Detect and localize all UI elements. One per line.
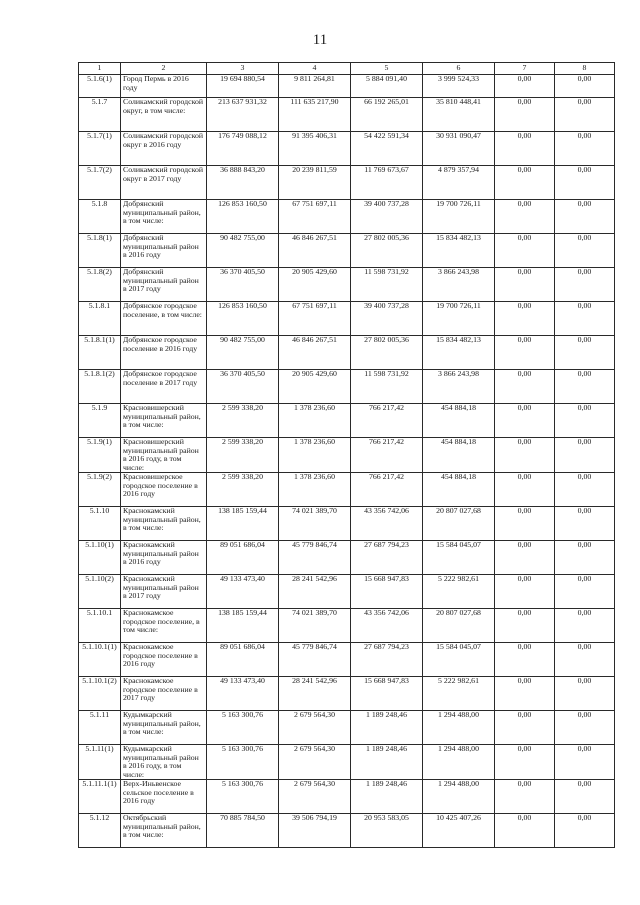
row-code: 5.1.10(1) [79, 541, 121, 575]
column-header: 8 [555, 63, 615, 75]
table-row [79, 75, 615, 98]
local-amount: 19 700 726,11 [423, 302, 495, 336]
row-name: Красновишерское городское поселение в 2016 году [121, 473, 207, 507]
table-row [79, 132, 615, 166]
total-amount: 49 133 473,40 [207, 575, 279, 609]
column-7-value: 0,00 [495, 200, 555, 234]
column-8-value: 0,00 [555, 98, 615, 132]
total-amount: 36 888 843,20 [207, 166, 279, 200]
federal-amount: 67 751 697,11 [279, 200, 351, 234]
row-name: Добрянское городское поселение в 2017 году [121, 370, 207, 404]
column-header: 1 [79, 63, 121, 75]
row-name: Кудымкарский муниципальный район в 2016 году, в том числе: [121, 745, 207, 780]
table-row [79, 268, 615, 302]
row-name: Краснокамское городское поселение, в том числе: [121, 609, 207, 643]
column-7-value: 0,00 [495, 438, 555, 473]
column-7-value: 0,00 [495, 609, 555, 643]
total-amount: 5 163 300,76 [207, 745, 279, 780]
row-code: 5.1.7(1) [79, 132, 121, 166]
table-row [79, 370, 615, 404]
column-7-value: 0,00 [495, 507, 555, 541]
column-8-value: 0,00 [555, 132, 615, 166]
row-code: 5.1.10.1(1) [79, 643, 121, 677]
row-code: 5.1.8(2) [79, 268, 121, 302]
table-row [79, 814, 615, 848]
row-name: Добрянский муниципальный район в 2017 году [121, 268, 207, 302]
column-7-value: 0,00 [495, 711, 555, 745]
row-name: Соликамский городской округ в 2016 году [121, 132, 207, 166]
table-row [79, 438, 615, 473]
row-code: 5.1.8 [79, 200, 121, 234]
total-amount: 19 694 880,54 [207, 75, 279, 98]
regional-amount: 27 687 794,23 [351, 643, 423, 677]
local-amount: 3 866 243,98 [423, 268, 495, 302]
total-amount: 89 051 686,04 [207, 541, 279, 575]
federal-amount: 1 378 236,60 [279, 404, 351, 438]
regional-amount: 11 598 731,92 [351, 268, 423, 302]
federal-amount: 20 905 429,60 [279, 370, 351, 404]
local-amount: 20 807 027,68 [423, 609, 495, 643]
column-7-value: 0,00 [495, 268, 555, 302]
regional-amount: 39 400 737,28 [351, 302, 423, 336]
total-amount: 49 133 473,40 [207, 677, 279, 711]
local-amount: 19 700 726,11 [423, 200, 495, 234]
regional-amount: 20 953 583,05 [351, 814, 423, 848]
column-8-value: 0,00 [555, 780, 615, 814]
federal-amount: 111 635 217,90 [279, 98, 351, 132]
regional-amount: 1 189 248,46 [351, 780, 423, 814]
regional-amount: 1 189 248,46 [351, 745, 423, 780]
column-7-value: 0,00 [495, 814, 555, 848]
column-7-value: 0,00 [495, 780, 555, 814]
row-name: Красновишерский муниципальный район, в том числе: [121, 404, 207, 438]
total-amount: 5 163 300,76 [207, 780, 279, 814]
column-7-value: 0,00 [495, 575, 555, 609]
local-amount: 1 294 488,00 [423, 711, 495, 745]
row-name: Красновишерский муниципальный район в 2016 году, в том числе: [121, 438, 207, 473]
regional-amount: 5 884 091,40 [351, 75, 423, 98]
column-header: 3 [207, 63, 279, 75]
column-8-value: 0,00 [555, 336, 615, 370]
federal-amount: 91 395 406,31 [279, 132, 351, 166]
column-7-value: 0,00 [495, 370, 555, 404]
column-8-value: 0,00 [555, 404, 615, 438]
federal-amount: 46 846 267,51 [279, 234, 351, 268]
total-amount: 126 853 160,50 [207, 302, 279, 336]
regional-amount: 27 687 794,23 [351, 541, 423, 575]
row-code: 5.1.9 [79, 404, 121, 438]
table-row [79, 711, 615, 745]
regional-amount: 43 356 742,06 [351, 507, 423, 541]
federal-amount: 20 905 429,60 [279, 268, 351, 302]
row-code: 5.1.8.1 [79, 302, 121, 336]
row-code: 5.1.8.1(1) [79, 336, 121, 370]
federal-amount: 28 241 542,96 [279, 575, 351, 609]
local-amount: 454 884,18 [423, 404, 495, 438]
table-row [79, 234, 615, 268]
row-code: 5.1.7 [79, 98, 121, 132]
column-8-value: 0,00 [555, 643, 615, 677]
row-code: 5.1.6(1) [79, 75, 121, 98]
total-amount: 90 482 755,00 [207, 336, 279, 370]
regional-amount: 54 422 591,34 [351, 132, 423, 166]
row-name: Кудымкарский муниципальный район, в том числе: [121, 711, 207, 745]
table-row [79, 166, 615, 200]
table-row [79, 575, 615, 609]
local-amount: 20 807 027,68 [423, 507, 495, 541]
row-name: Добрянский муниципальный район в 2016 году [121, 234, 207, 268]
table-row [79, 98, 615, 132]
total-amount: 2 599 338,20 [207, 404, 279, 438]
table-row [79, 745, 615, 780]
regional-amount: 766 217,42 [351, 473, 423, 507]
column-header: 7 [495, 63, 555, 75]
column-7-value: 0,00 [495, 643, 555, 677]
column-7-value: 0,00 [495, 404, 555, 438]
regional-amount: 15 668 947,83 [351, 575, 423, 609]
table-body [79, 75, 615, 848]
federal-amount: 67 751 697,11 [279, 302, 351, 336]
table-row [79, 336, 615, 370]
total-amount: 90 482 755,00 [207, 234, 279, 268]
row-name: Краснокамский муниципальный район, в том числе: [121, 507, 207, 541]
row-name: Краснокамское городское поселение в 2017 году [121, 677, 207, 711]
column-8-value: 0,00 [555, 268, 615, 302]
row-code: 5.1.10(2) [79, 575, 121, 609]
total-amount: 2 599 338,20 [207, 438, 279, 473]
row-code: 5.1.8(1) [79, 234, 121, 268]
column-header: 5 [351, 63, 423, 75]
local-amount: 4 879 357,94 [423, 166, 495, 200]
column-8-value: 0,00 [555, 302, 615, 336]
total-amount: 176 749 088,12 [207, 132, 279, 166]
column-7-value: 0,00 [495, 132, 555, 166]
local-amount: 454 884,18 [423, 438, 495, 473]
federal-amount: 28 241 542,96 [279, 677, 351, 711]
table-row [79, 609, 615, 643]
row-name: Соликамский городской округ, в том числе: [121, 98, 207, 132]
local-amount: 3 866 243,98 [423, 370, 495, 404]
column-header: 2 [121, 63, 207, 75]
row-code: 5.1.8.1(2) [79, 370, 121, 404]
row-code: 5.1.7(2) [79, 166, 121, 200]
column-7-value: 0,00 [495, 541, 555, 575]
total-amount: 36 370 405,50 [207, 268, 279, 302]
local-amount: 15 834 482,13 [423, 234, 495, 268]
table-row [79, 541, 615, 575]
table-row [79, 677, 615, 711]
header-row [79, 63, 615, 75]
row-code: 5.1.10.1(2) [79, 677, 121, 711]
column-7-value: 0,00 [495, 98, 555, 132]
row-code: 5.1.9(2) [79, 473, 121, 507]
column-8-value: 0,00 [555, 609, 615, 643]
row-code: 5.1.12 [79, 814, 121, 848]
federal-amount: 39 506 794,19 [279, 814, 351, 848]
column-7-value: 0,00 [495, 677, 555, 711]
column-8-value: 0,00 [555, 507, 615, 541]
row-name: Добрянский муниципальный район, в том числе: [121, 200, 207, 234]
column-8-value: 0,00 [555, 75, 615, 98]
table-row [79, 507, 615, 541]
regional-amount: 39 400 737,28 [351, 200, 423, 234]
local-amount: 1 294 488,00 [423, 780, 495, 814]
row-code: 5.1.11.1(1) [79, 780, 121, 814]
federal-amount: 46 846 267,51 [279, 336, 351, 370]
table-row [79, 780, 615, 814]
table-row [79, 473, 615, 507]
column-8-value: 0,00 [555, 473, 615, 507]
regional-amount: 27 802 005,36 [351, 234, 423, 268]
local-amount: 5 222 982,61 [423, 575, 495, 609]
row-code: 5.1.11 [79, 711, 121, 745]
total-amount: 89 051 686,04 [207, 643, 279, 677]
local-amount: 10 425 407,26 [423, 814, 495, 848]
row-code: 5.1.9(1) [79, 438, 121, 473]
column-8-value: 0,00 [555, 575, 615, 609]
federal-amount: 9 811 264,81 [279, 75, 351, 98]
regional-amount: 27 802 005,36 [351, 336, 423, 370]
column-7-value: 0,00 [495, 234, 555, 268]
federal-amount: 1 378 236,60 [279, 473, 351, 507]
column-8-value: 0,00 [555, 166, 615, 200]
total-amount: 138 185 159,44 [207, 507, 279, 541]
column-7-value: 0,00 [495, 75, 555, 98]
regional-amount: 11 769 673,67 [351, 166, 423, 200]
row-name: Добрянское городское поселение, в том числе: [121, 302, 207, 336]
local-amount: 35 810 448,41 [423, 98, 495, 132]
total-amount: 5 163 300,76 [207, 711, 279, 745]
local-amount: 454 884,18 [423, 473, 495, 507]
column-8-value: 0,00 [555, 814, 615, 848]
local-amount: 3 999 524,33 [423, 75, 495, 98]
total-amount: 36 370 405,50 [207, 370, 279, 404]
table-row [79, 404, 615, 438]
regional-amount: 66 192 265,01 [351, 98, 423, 132]
federal-amount: 2 679 564,30 [279, 745, 351, 780]
row-name: Соликамский городской округ в 2017 году [121, 166, 207, 200]
local-amount: 5 222 982,61 [423, 677, 495, 711]
row-name: Краснокамский муниципальный район в 2016 году [121, 541, 207, 575]
column-8-value: 0,00 [555, 234, 615, 268]
total-amount: 70 885 784,50 [207, 814, 279, 848]
row-name: Краснокамское городское поселение в 2016 году [121, 643, 207, 677]
column-8-value: 0,00 [555, 438, 615, 473]
column-7-value: 0,00 [495, 473, 555, 507]
column-8-value: 0,00 [555, 541, 615, 575]
total-amount: 138 185 159,44 [207, 609, 279, 643]
regional-amount: 766 217,42 [351, 438, 423, 473]
total-amount: 126 853 160,50 [207, 200, 279, 234]
column-7-value: 0,00 [495, 745, 555, 780]
federal-amount: 2 679 564,30 [279, 711, 351, 745]
regional-amount: 11 598 731,92 [351, 370, 423, 404]
federal-amount: 45 779 846,74 [279, 643, 351, 677]
column-header: 6 [423, 63, 495, 75]
row-name: Октябрьский муниципальный район, в том числе: [121, 814, 207, 848]
regional-amount: 15 668 947,83 [351, 677, 423, 711]
row-name: Добрянское городское поселение в 2016 году [121, 336, 207, 370]
total-amount: 2 599 338,20 [207, 473, 279, 507]
row-code: 5.1.10.1 [79, 609, 121, 643]
column-7-value: 0,00 [495, 302, 555, 336]
federal-amount: 74 021 389,70 [279, 507, 351, 541]
column-7-value: 0,00 [495, 336, 555, 370]
total-amount: 213 637 931,32 [207, 98, 279, 132]
federal-amount: 2 679 564,30 [279, 780, 351, 814]
column-7-value: 0,00 [495, 166, 555, 200]
regional-amount: 43 356 742,06 [351, 609, 423, 643]
column-8-value: 0,00 [555, 200, 615, 234]
column-header: 4 [279, 63, 351, 75]
federal-amount: 20 239 811,59 [279, 166, 351, 200]
local-amount: 1 294 488,00 [423, 745, 495, 780]
federal-amount: 1 378 236,60 [279, 438, 351, 473]
local-amount: 15 834 482,13 [423, 336, 495, 370]
row-code: 5.1.11(1) [79, 745, 121, 780]
federal-amount: 74 021 389,70 [279, 609, 351, 643]
federal-amount: 45 779 846,74 [279, 541, 351, 575]
local-amount: 15 584 045,07 [423, 643, 495, 677]
page-number: 11 [312, 32, 328, 48]
local-amount: 15 584 045,07 [423, 541, 495, 575]
row-name: Город Пермь в 2016 году [121, 75, 207, 98]
table-row [79, 200, 615, 234]
column-8-value: 0,00 [555, 370, 615, 404]
table-row [79, 302, 615, 336]
row-name: Верх-Иньвенское сельское поселение в 2016 году [121, 780, 207, 814]
row-code: 5.1.10 [79, 507, 121, 541]
budget-table [78, 62, 615, 848]
column-8-value: 0,00 [555, 677, 615, 711]
column-8-value: 0,00 [555, 711, 615, 745]
regional-amount: 1 189 248,46 [351, 711, 423, 745]
local-amount: 30 931 090,47 [423, 132, 495, 166]
row-name: Краснокамский муниципальный район в 2017 году [121, 575, 207, 609]
column-8-value: 0,00 [555, 745, 615, 780]
table-row [79, 643, 615, 677]
regional-amount: 766 217,42 [351, 404, 423, 438]
